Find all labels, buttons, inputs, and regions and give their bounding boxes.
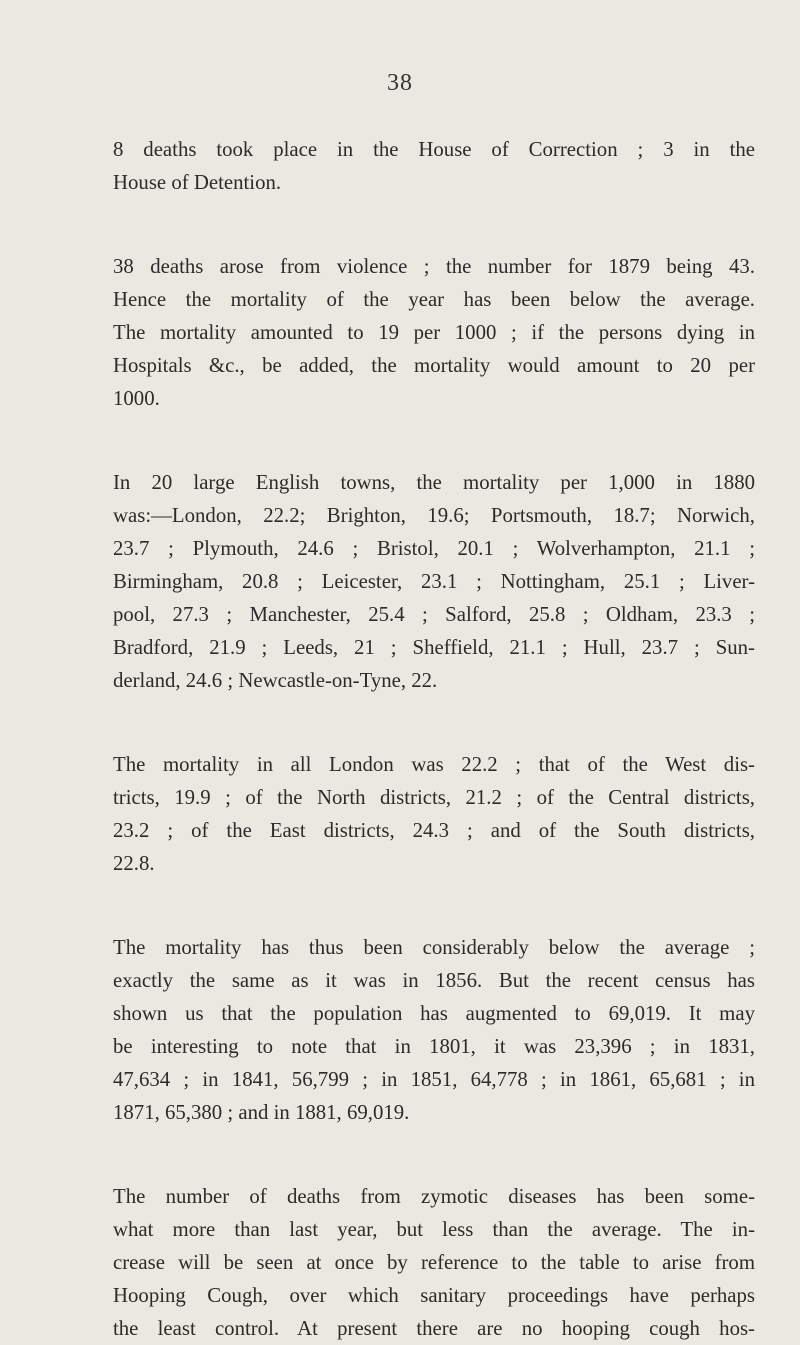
text-line: The number of deaths from zymotic diseases has been some- [113, 1185, 755, 1208]
text-line: crease will be seen at once by reference to the table to arise from [113, 1251, 755, 1274]
text-line: 47,634 ; in 1841, 56,799 ; in 1851, 64,778 ; in 1861, 65,681 ; in [113, 1068, 755, 1091]
text-line: 22.8. [113, 852, 155, 875]
text-line: 38 deaths arose from violence ; the number for 1879 being 43. [113, 255, 755, 278]
paragraph-english-towns [113, 466, 755, 697]
text-line: pool, 27.3 ; Manchester, 25.4 ; Salford, 25.8 ; Oldham, 23.3 ; [113, 603, 755, 626]
text-line: what more than last year, but less than the average. The in- [113, 1218, 755, 1241]
text-line: The mortality has thus been considerably below the average ; [113, 936, 755, 959]
text-line: shown us that the population has augmented to 69,019. It may [113, 1002, 755, 1025]
text-line: The mortality amounted to 19 per 1000 ; if the persons dying in [113, 321, 755, 344]
text-line: tricts, 19.9 ; of the North districts, 21.2 ; of the Central districts, [113, 786, 755, 809]
text-line: 23.7 ; Plymouth, 24.6 ; Bristol, 20.1 ; Wolverhampton, 21.1 ; [113, 537, 755, 560]
text-line: derland, 24.6 ; Newcastle-on-Tyne, 22. [113, 669, 438, 692]
text-line: House of Detention. [113, 171, 282, 194]
paragraph-london-districts [113, 748, 755, 880]
text-line: the least control. At present there are no hooping cough hos- [113, 1317, 755, 1340]
text-line: 23.2 ; of the East districts, 24.3 ; and of the South districts, [113, 819, 755, 842]
text-line: Hooping Cough, over which sanitary proceedings have perhaps [113, 1284, 755, 1307]
text-line: Hospitals &c., be added, the mortality would amount to 20 per [113, 354, 755, 377]
text-line: Hence the mortality of the year has been below the average. [113, 288, 755, 311]
text-line: exactly the same as it was in 1856. But the recent census has [113, 969, 755, 992]
document-body [113, 133, 755, 1345]
text-line: 1871, 65,380 ; and in 1881, 69,019. [113, 1101, 410, 1124]
text-line: be interesting to note that in 1801, it was 23,396 ; in 1831, [113, 1035, 755, 1058]
text-line: 1000. [113, 387, 160, 410]
text-line: was:—London, 22.2; Brighton, 19.6; Portsmouth, 18.7; Norwich, [113, 504, 755, 527]
text-line: The mortality in all London was 22.2 ; that of the West dis- [113, 753, 755, 776]
paragraph-census-population [113, 931, 755, 1129]
paragraph-house-of-correction [113, 133, 755, 199]
paragraph-zymotic-diseases [113, 1180, 755, 1345]
text-line: Bradford, 21.9 ; Leeds, 21 ; Sheffield, 21.1 ; Hull, 23.7 ; Sun- [113, 636, 755, 659]
paragraph-violence-deaths [113, 250, 755, 415]
text-line: Birmingham, 20.8 ; Leicester, 23.1 ; Nottingham, 25.1 ; Liver- [113, 570, 755, 593]
text-line: 8 deaths took place in the House of Correction ; 3 in the [113, 138, 755, 161]
text-line: In 20 large English towns, the mortality per 1,000 in 1880 [113, 471, 755, 494]
page-number: 38 [387, 70, 413, 96]
